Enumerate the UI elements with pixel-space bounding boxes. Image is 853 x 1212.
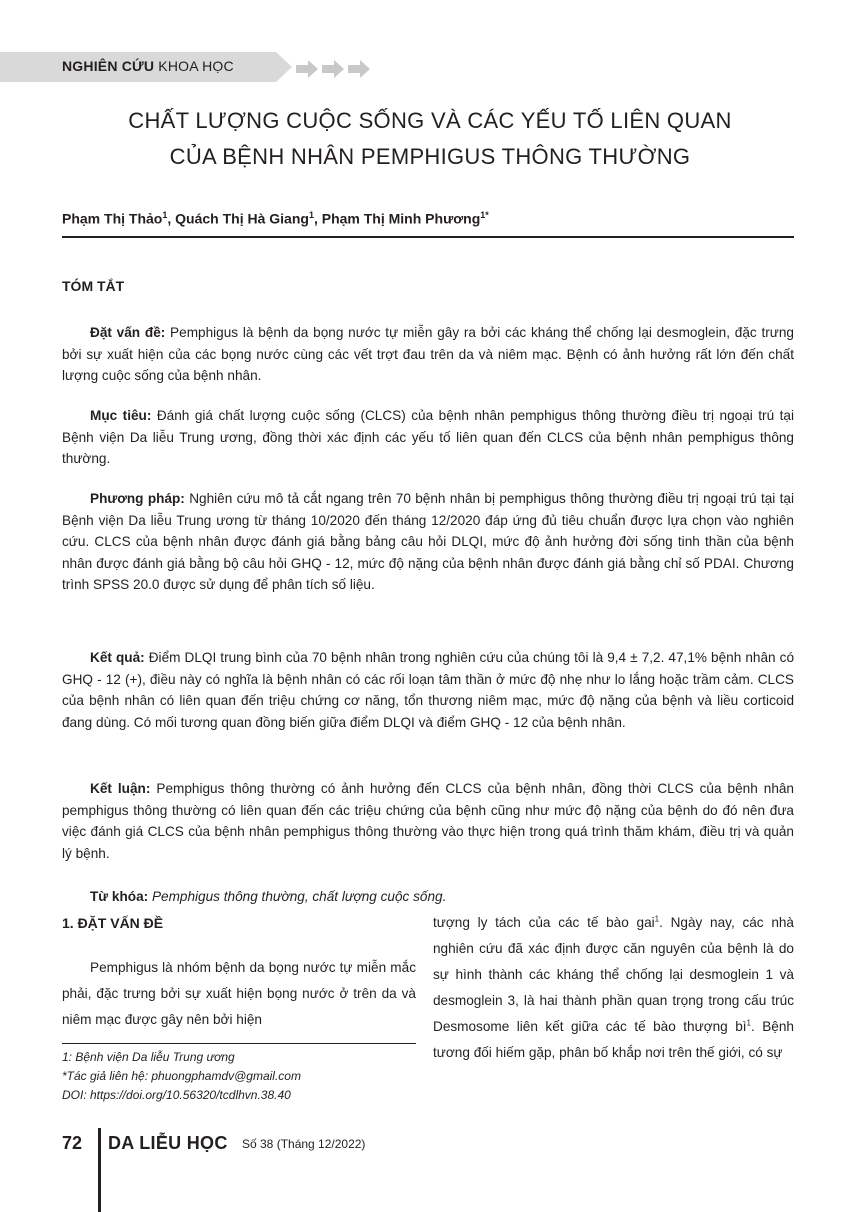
footnote-doi: DOI: https://doi.org/10.56320/tcdlhvn.38.40 xyxy=(62,1088,291,1102)
body-text: tượng ly tách của các tế bào gai xyxy=(433,915,655,930)
article-title-line-1: CHẤT LƯỢNG CUỘC SỐNG VÀ CÁC YẾU TỐ LIÊN QUAN xyxy=(128,108,732,133)
divider xyxy=(62,236,794,238)
arrow-icon xyxy=(322,60,344,78)
keywords xyxy=(62,886,794,908)
citation: 1 xyxy=(746,1018,751,1028)
abstract-background xyxy=(62,322,794,387)
body-left-column: Pemphigus là nhóm bệnh da bọng nước tự miễn mắc phải, đặc trưng bởi sự xuất hiện bọng nước ở trên da và niêm mạc được gây nên bởi hiện xyxy=(62,960,416,1027)
section-heading: 1. ĐẶT VẤN ĐỀ xyxy=(62,915,164,931)
author-name: Phạm Thị Minh Phương xyxy=(321,210,481,227)
section-label xyxy=(62,58,234,74)
abstract-results xyxy=(62,647,794,733)
footnote-contact: *Tác giả liên hệ: phuongphamdv@gmail.com xyxy=(62,1069,301,1083)
author-list: Phạm Thị Thảo$^1$, Quách Thị Hà Giang$^1$, Phạm Thị Minh Phương$^{1*}$ xyxy=(62,210,489,227)
article-title-line-2: CỦA BỆNH NHÂN PEMPHIGUS THÔNG THƯỜNG xyxy=(169,144,691,169)
abstract-text: Điểm DLQI trung bình của 70 bệnh nhân trong nghiên cứu của chúng tôi là 9,4 ± 7,2. 47,1% bệnh nhân có GHQ - 12 (+), điều này có nghĩa là bệnh nhân có các rối loạn tâm thần ở mức độ nhẹ như lo lắng hoặc trầm cảm. CLCS của bệnh nhân có liên quan đến triệu chứng cơ năng, tổn thương niêm mạc, mức độ nặng của bệnh và liều corticoid đang dùng. Có mối tương quan đồng biến giữa điểm DLQI và điểm GHQ - 12 của bệnh nhân. xyxy=(62,650,795,730)
body-text: . Bệnh tương đối hiếm gặp, phân bố khắp nơi trên thế giới, có sự xyxy=(433,1019,794,1060)
page-number: 72 xyxy=(62,1133,83,1153)
abstract-label: Kết quả: xyxy=(90,650,145,665)
abstract-heading: TÓM TẮT xyxy=(62,278,125,294)
author-name: Phạm Thị Thảo xyxy=(62,210,163,227)
footnote-affiliation: 1: Bệnh viện Da liễu Trung ương xyxy=(62,1050,235,1064)
author-affiliation: 1* xyxy=(480,210,489,220)
journal-issue: Số 38 (Tháng 12/2022) xyxy=(242,1137,366,1151)
section-label-bold: NGHIÊN CỨU xyxy=(62,58,155,74)
abstract-text: Đánh giá chất lượng cuộc sống (CLCS) của bệnh nhân pemphigus thông thường điều trị ngoại trú tại Bệnh viện Da liễu Trung ương, đồng thời xác định các yếu tố liên quan đến CLCS của bệnh nhân pemphigus thông thường. xyxy=(62,408,794,466)
keywords-text: Pemphigus thông thường, chất lượng cuộc sống. xyxy=(148,889,447,904)
abstract-label: Đặt vấn đề: xyxy=(90,325,166,340)
chevron-arrows-icon xyxy=(296,58,386,80)
abstract-conclusion xyxy=(62,778,794,864)
body-right-column xyxy=(433,910,794,1066)
abstract-label: Phương pháp: xyxy=(90,491,185,506)
arrow-icon xyxy=(348,60,370,78)
footnote-divider xyxy=(62,1043,416,1044)
section-label-light: KHOA HỌC xyxy=(158,58,234,74)
author-name: Quách Thị Hà Giang xyxy=(175,210,309,227)
abstract-objective xyxy=(62,405,794,470)
abstract-text: Nghiên cứu mô tả cắt ngang trên 70 bệnh nhân bị pemphigus thông thường điều trị ngoại trú tại tại Bệnh viện Da liễu Trung ương từ tháng 10/2020 đến tháng 12/2020 đáp ứng đủ tiêu chuẩn được lựa chọn vào nghiên cứu. CLCS của bệnh nhân được đánh giá bằng bảng câu hỏi DLQI, mức độ ảnh hưởng đời sống tinh thần của bệnh nhân được đánh giá bằng bộ câu hỏi GHQ - 12, mức độ nặng của bệnh nhân được đánh giá bằng chỉ số PDAI. Chương trình SPSS 20.0 được sử dụng để phân tích số liệu. xyxy=(62,491,795,592)
abstract-label: Kết luận: xyxy=(90,781,151,796)
author-affiliation: 1 xyxy=(162,210,168,220)
citation: 1 xyxy=(654,914,660,924)
arrow-icon xyxy=(296,60,318,78)
abstract-text: Pemphigus thông thường có ảnh hưởng đến CLCS của bệnh nhân, đồng thời CLCS của bệnh nhân pemphigus thông thường có liên quan đến các triệu chứng của bệnh cũng như mức độ nặng của bệnh do đó nên đưa việc đánh giá CLCS của bệnh nhân pemphigus thông thường vào thực hiện trong quá trình thăm khám, điều trị và quản lý bệnh. xyxy=(62,781,794,861)
journal-name: DA LIỄU HỌC xyxy=(108,1133,228,1153)
abstract-text: Pemphigus là bệnh da bọng nước tự miễn gây ra bởi các kháng thể chống lại desmoglein, đặc trưng bởi sự xuất hiện của các bọng nước cùng các vết trợt đau trên da và niêm mạc. Bệnh có ảnh hưởng rất lớn đến chất lượng cuộc sống của bệnh nhân. xyxy=(62,325,794,383)
footer-divider xyxy=(98,1128,101,1212)
body-text: . Ngày nay, các nhà nghiên cứu đã xác định được căn nguyên của bệnh là do sự hình thành các kháng thể chống lại desmoglein 1 và desmoglein 3, là hai thành phần quan trọng trong cấu trúc Desmosome liên kết giữa các tế bào thượng bì xyxy=(433,915,794,1034)
keywords-label: Từ khóa: xyxy=(90,889,149,904)
abstract-methods xyxy=(62,488,794,596)
abstract-label: Mục tiêu: xyxy=(90,408,152,423)
author-affiliation: 1 xyxy=(308,210,314,220)
